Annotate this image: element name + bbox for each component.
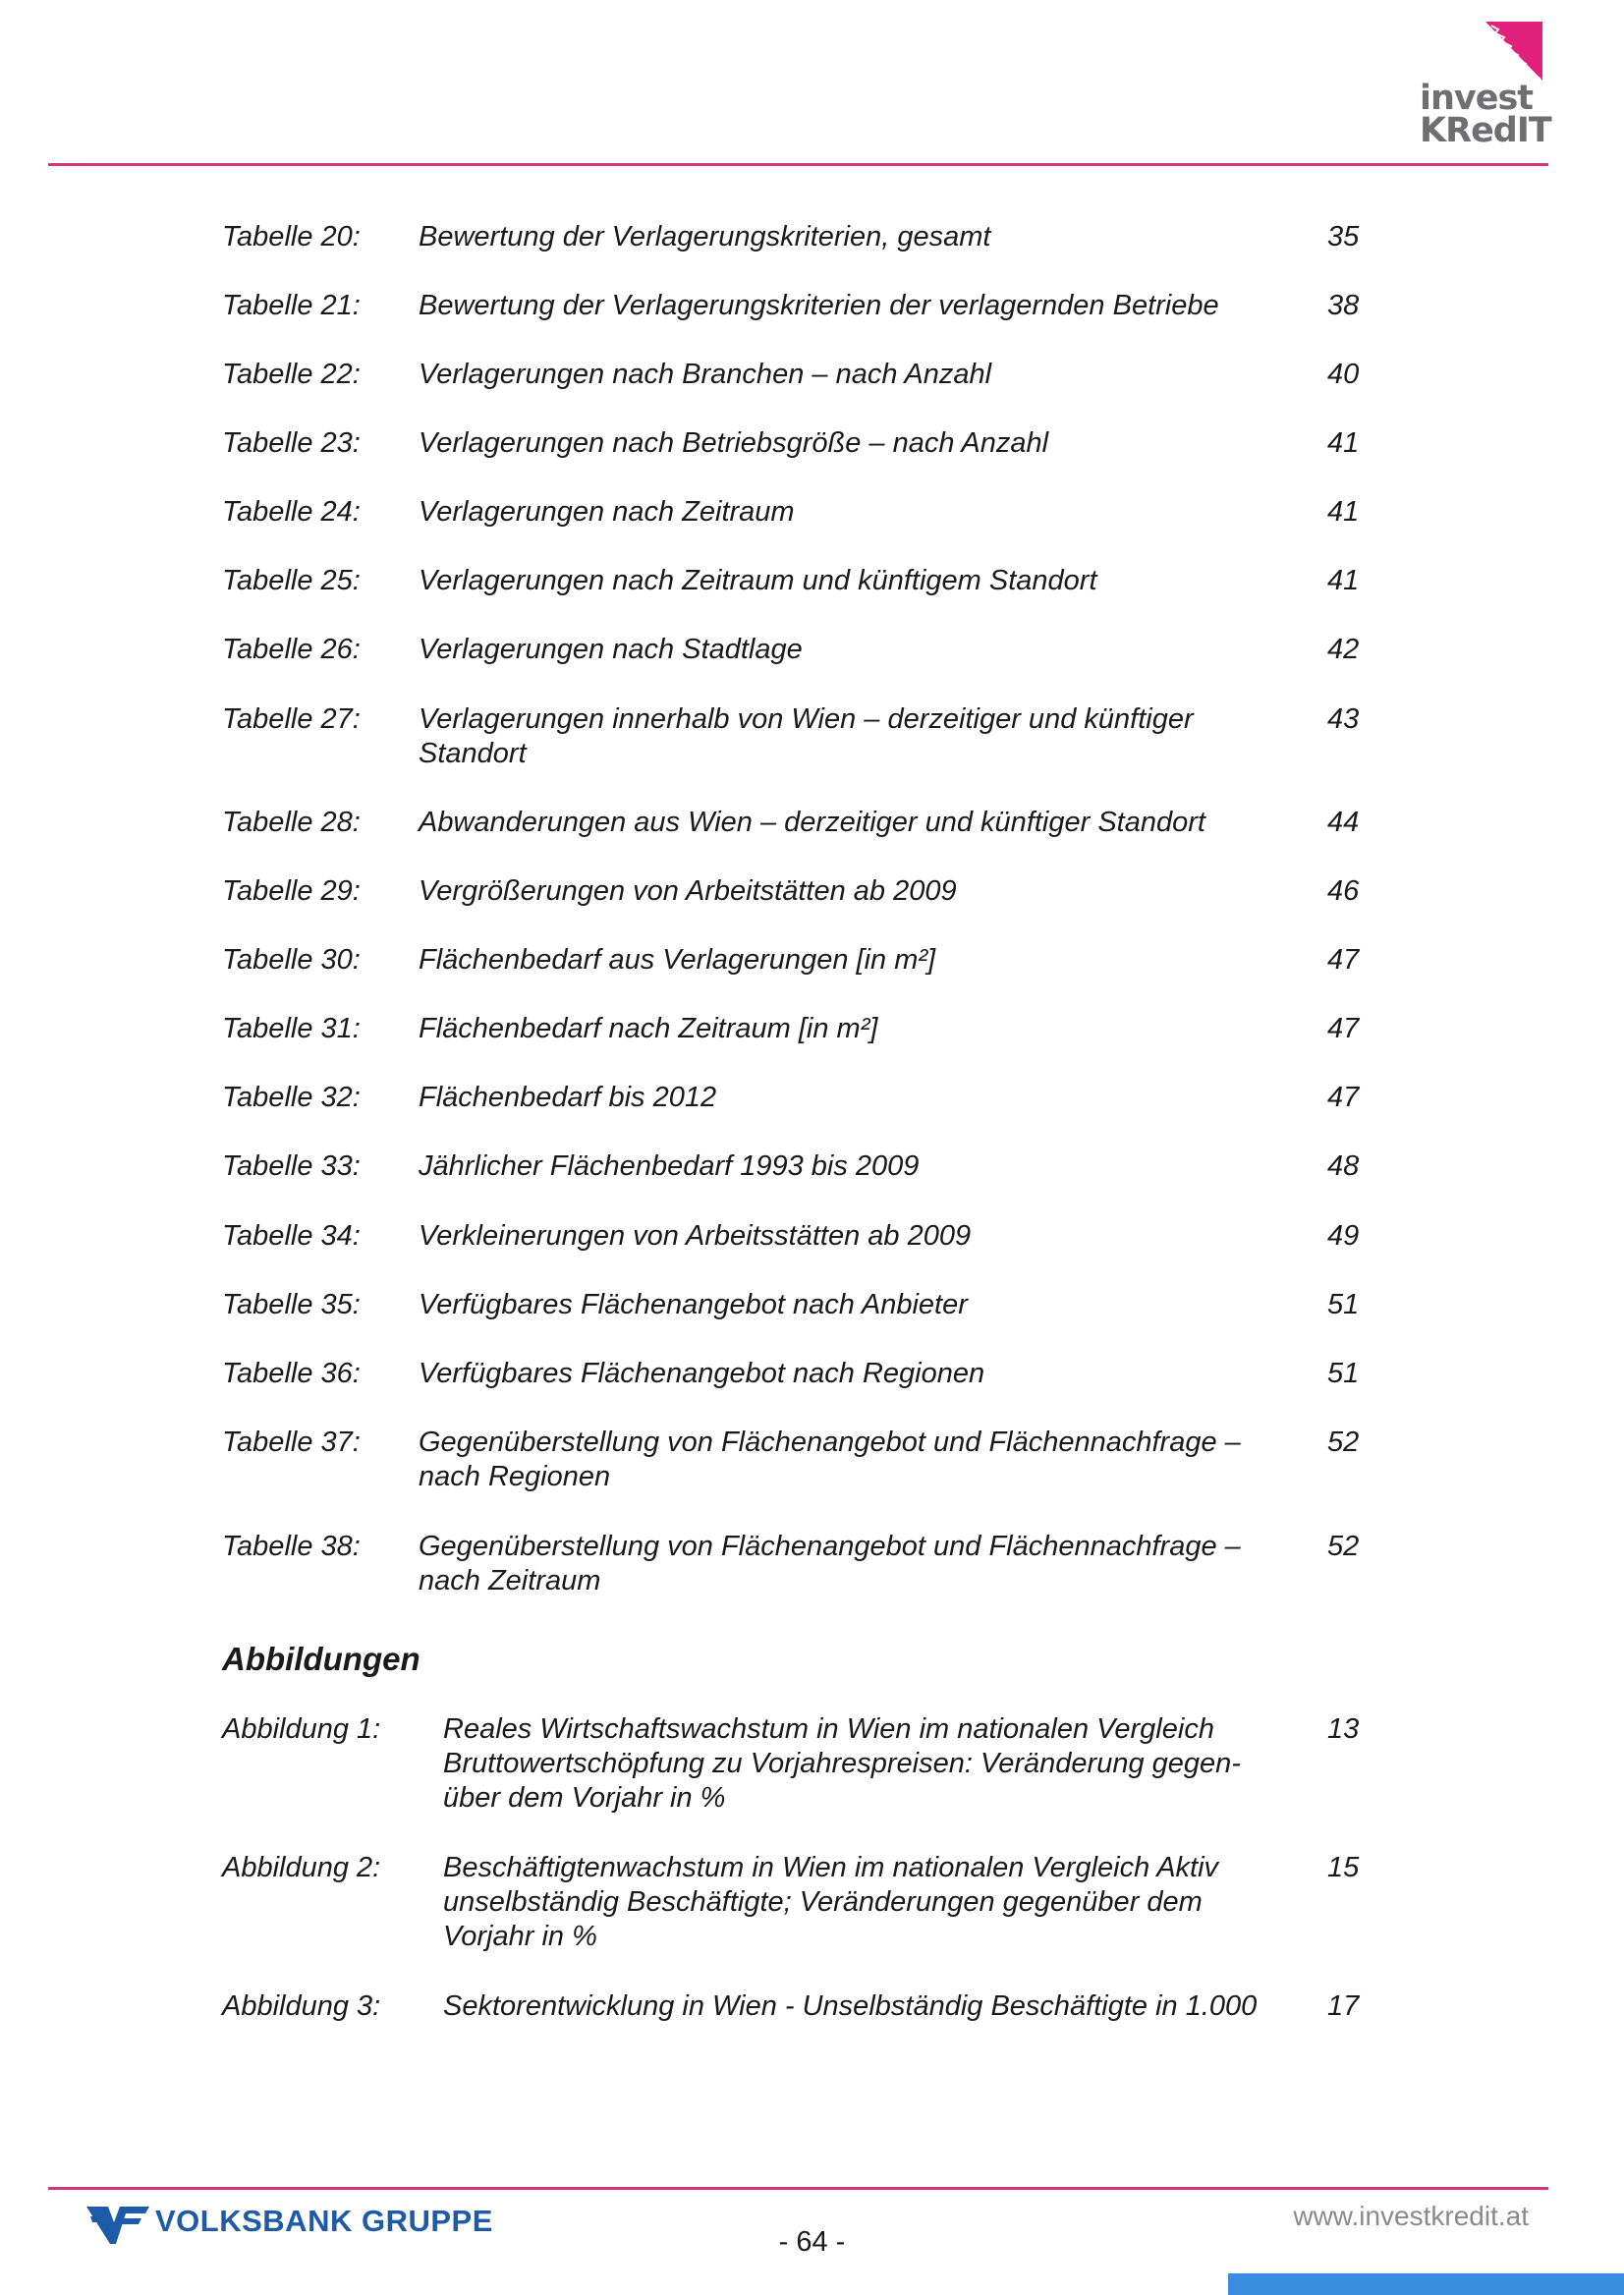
entry-label: Abbildung 2: <box>222 1852 381 1883</box>
entry-page: 51 <box>1327 1358 1360 1389</box>
toc-entry <box>222 1357 1381 1426</box>
figure-entry <box>222 1989 1381 2094</box>
entry-page: 41 <box>1327 427 1360 459</box>
toc-entry <box>222 1012 1381 1081</box>
entry-page: 44 <box>1327 807 1360 838</box>
corner-accent-bar <box>1228 2273 1624 2295</box>
entry-page: 47 <box>1327 944 1360 976</box>
entry-label: Tabelle 34: <box>222 1220 361 1252</box>
entry-title: Reales Wirtschaftswachstum in Wien im nationalen Vergleich Bruttowertschöpfung zu Vorjahrespreisen: Veränderung gegen- über dem Vorjahr in % <box>443 1713 1241 1814</box>
entry-page: 52 <box>1327 1427 1360 1458</box>
entry-title: Bewertung der Verlagerungskriterien, gesamt <box>419 221 991 252</box>
entry-page: 51 <box>1327 1289 1360 1320</box>
entry-page: 15 <box>1327 1852 1360 1883</box>
toc-entry <box>222 633 1381 702</box>
entry-label: Tabelle 23: <box>222 427 361 459</box>
toc-entry <box>222 220 1381 289</box>
entry-label: Tabelle 24: <box>222 496 361 528</box>
entry-label: Tabelle 30: <box>222 944 361 976</box>
entry-title: Sektorentwicklung in Wien - Unselbständig Beschäftigte in 1.000 <box>443 1990 1258 2022</box>
entry-title: Verlagerungen nach Stadtlage <box>419 634 803 665</box>
entry-label: Tabelle 29: <box>222 875 361 907</box>
toc-entry <box>222 1426 1381 1530</box>
website-url: www.investkredit.at <box>1293 2201 1529 2231</box>
entry-title: Gegenüberstellung von Flächenangebot und Flächennachfrage – nach Regionen <box>419 1427 1241 1492</box>
toc-entry <box>222 1081 1381 1149</box>
figure-list <box>222 1712 1381 2094</box>
table-list <box>222 220 1381 1633</box>
entry-label: Tabelle 36: <box>222 1358 361 1389</box>
entry-label: Tabelle 37: <box>222 1427 361 1458</box>
toc-entry <box>222 289 1381 358</box>
entry-label: Tabelle 31: <box>222 1013 361 1044</box>
entry-page: 41 <box>1327 496 1360 528</box>
entry-label: Abbildung 1: <box>222 1713 381 1745</box>
entry-label: Tabelle 32: <box>222 1082 361 1113</box>
entry-title: Verfügbares Flächenangebot nach Regionen <box>419 1358 985 1389</box>
entry-page: 40 <box>1327 359 1360 390</box>
entry-title: Flächenbedarf aus Verlagerungen [in m²] <box>419 944 936 976</box>
entry-page: 46 <box>1327 875 1360 907</box>
entry-page: 48 <box>1327 1150 1360 1182</box>
entry-title: Bewertung der Verlagerungskriterien der verlagernden Betriebe <box>419 290 1219 321</box>
entry-page: 52 <box>1327 1531 1360 1562</box>
entry-title: Beschäftigtenwachstum in Wien im nationalen Vergleich Aktiv unselbständig Beschäftigte; Veränderungen gegenüber dem Vorjahr in % <box>443 1852 1219 1952</box>
toc-entry <box>222 702 1381 806</box>
toc-entry <box>222 1219 1381 1288</box>
entry-page: 43 <box>1327 703 1360 735</box>
toc-entry <box>222 426 1381 495</box>
entry-title: Flächenbedarf bis 2012 <box>419 1082 717 1113</box>
toc-entry <box>222 1288 1381 1357</box>
entry-label: Tabelle 35: <box>222 1289 361 1320</box>
entry-page: 47 <box>1327 1013 1360 1044</box>
footer-rule <box>48 2187 1548 2190</box>
entry-title: Verlagerungen nach Zeitraum und künftigem Standort <box>419 565 1097 596</box>
entry-label: Tabelle 27: <box>222 703 361 735</box>
page-number: - 64 - <box>778 2226 846 2258</box>
entry-page: 38 <box>1327 290 1360 321</box>
entry-page: 49 <box>1327 1220 1360 1252</box>
entry-title: Gegenüberstellung von Flächenangebot und Flächennachfrage – nach Zeitraum <box>419 1531 1241 1596</box>
toc-entry <box>222 874 1381 943</box>
toc-entry <box>222 1530 1381 1633</box>
entry-page: 17 <box>1327 1990 1360 2022</box>
logo-text-invest: invest <box>1420 79 1534 118</box>
entry-title: Jährlicher Flächenbedarf 1993 bis 2009 <box>419 1150 920 1182</box>
entry-page: 42 <box>1327 634 1360 665</box>
entry-title: Vergrößerungen von Arbeitstätten ab 2009 <box>419 875 957 907</box>
header-rule <box>48 163 1548 166</box>
toc-entry <box>222 495 1381 564</box>
entry-label: Abbildung 3: <box>222 1990 381 2022</box>
toc-entry <box>222 806 1381 874</box>
entry-page: 35 <box>1327 221 1360 252</box>
entry-label: Tabelle 28: <box>222 807 361 838</box>
entry-title: Verlagerungen innerhalb von Wien – derzeitiger und künftiger Standort <box>419 703 1194 769</box>
investkredit-logo <box>1420 22 1551 150</box>
entry-page: 41 <box>1327 565 1360 596</box>
figure-entry <box>222 1851 1381 1989</box>
entry-title: Flächenbedarf nach Zeitraum [in m²] <box>419 1013 878 1044</box>
entry-label: Tabelle 38: <box>222 1531 361 1562</box>
entry-label: Tabelle 25: <box>222 565 361 596</box>
logo-text-kredit: KRedIT <box>1420 111 1551 150</box>
entry-title: Verlagerungen nach Zeitraum <box>419 496 795 528</box>
entry-page: 13 <box>1327 1713 1360 1745</box>
entry-label: Tabelle 20: <box>222 221 361 252</box>
entry-label: Tabelle 22: <box>222 359 361 390</box>
toc-entry <box>222 1149 1381 1219</box>
toc-entry <box>222 564 1381 633</box>
entry-title: Verfügbares Flächenangebot nach Anbieter <box>419 1289 968 1320</box>
entry-title: Verlagerungen nach Branchen – nach Anzahl <box>419 359 992 390</box>
volksbank-wordmark: VOLKSBANK GRUPPE <box>155 2204 493 2238</box>
entry-title: Verlagerungen nach Betriebsgröße – nach Anzahl <box>419 427 1049 459</box>
entry-label: Tabelle 26: <box>222 634 361 665</box>
toc-entry <box>222 943 1381 1012</box>
entry-title: Abwanderungen aus Wien – derzeitiger und künftiger Standort <box>419 807 1205 838</box>
toc-entry <box>222 358 1381 426</box>
entry-label: Tabelle 33: <box>222 1150 361 1182</box>
logo-triangle-icon <box>1420 22 1547 81</box>
figures-heading: Abbildungen <box>222 1641 420 1677</box>
figure-entry <box>222 1712 1381 1851</box>
entry-page: 47 <box>1327 1082 1360 1113</box>
entry-label: Tabelle 21: <box>222 290 361 321</box>
entry-title: Verkleinerungen von Arbeitsstätten ab 2009 <box>419 1220 972 1252</box>
